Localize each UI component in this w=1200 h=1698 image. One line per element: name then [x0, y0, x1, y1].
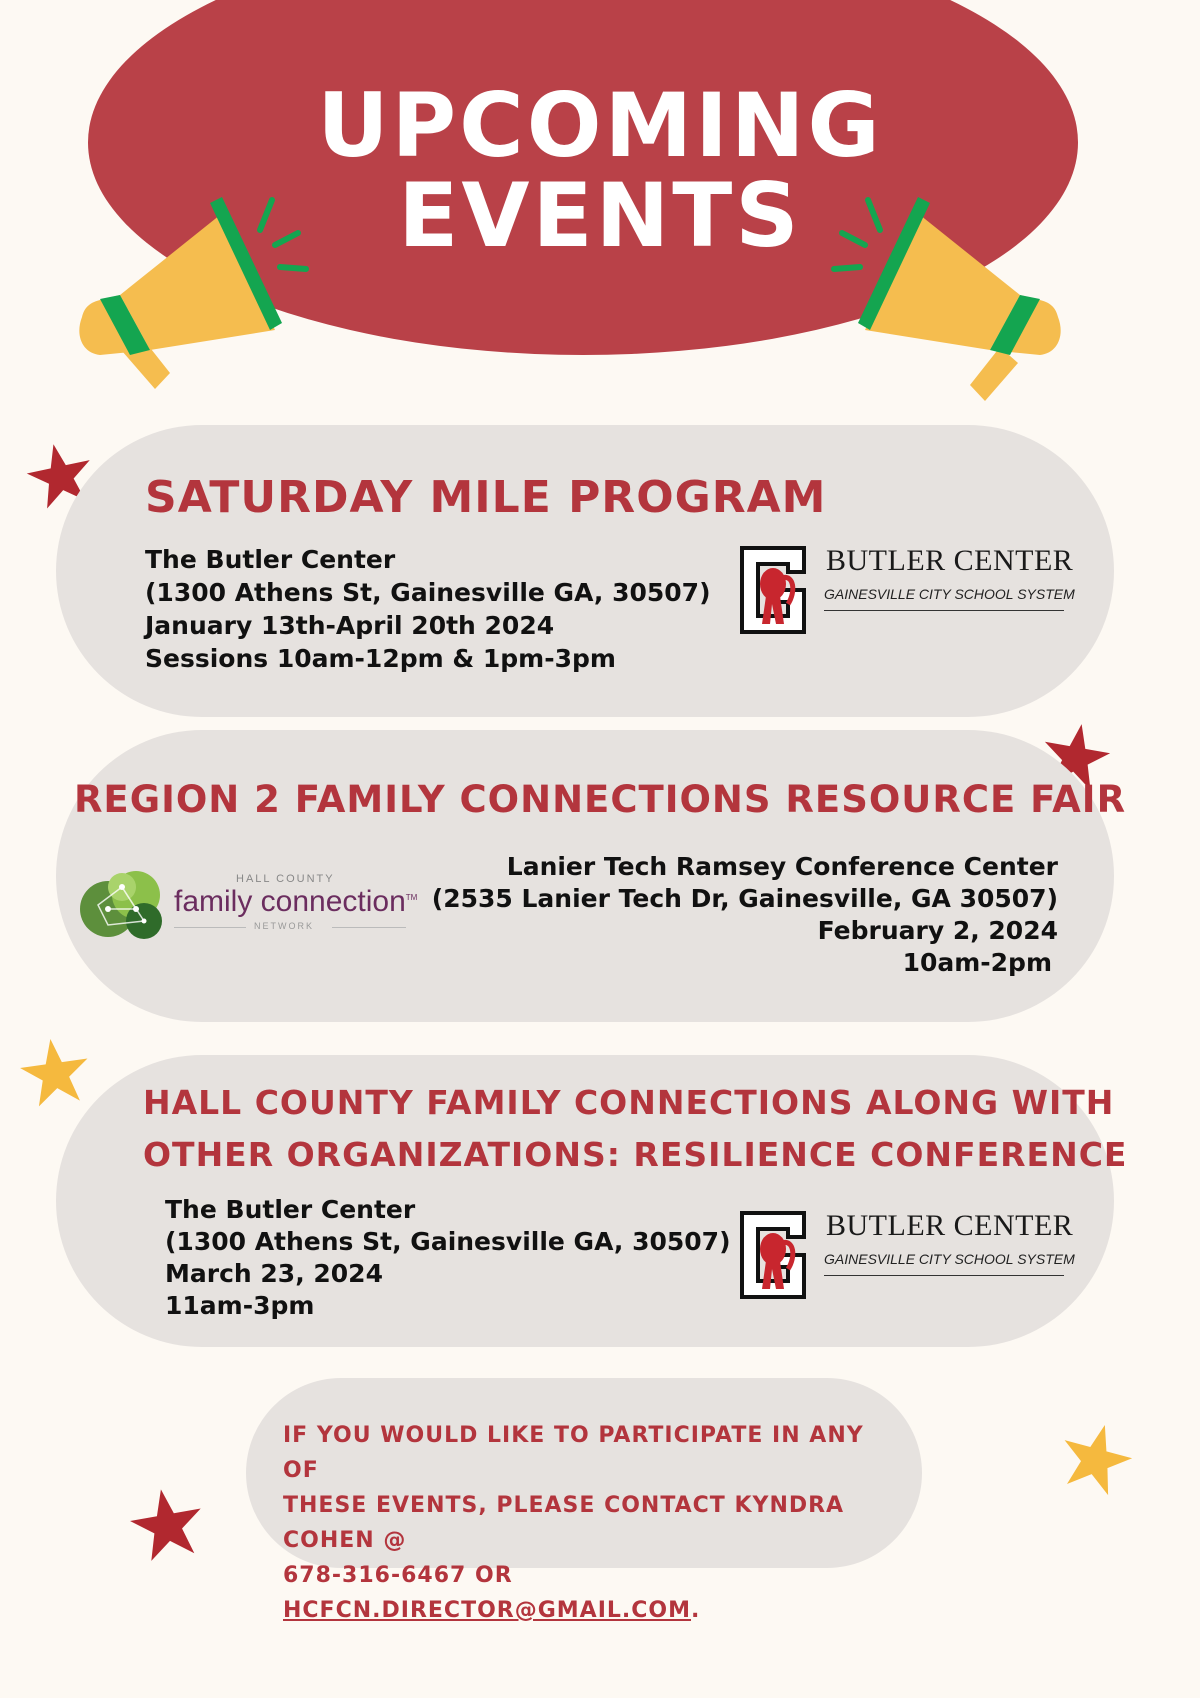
event-date: January 13th-April 20th 2024	[145, 611, 555, 640]
family-connection-globe-icon	[78, 865, 174, 945]
trademark: TM	[405, 893, 418, 902]
event-title-line-2: OTHER ORGANIZATIONS: RESILIENCE CONFERENCE	[143, 1135, 1128, 1174]
elephant-badge-icon	[738, 1209, 808, 1301]
butler-center-name: BUTLER CENTER	[826, 1209, 1074, 1242]
page-title-line-2: EVENTS	[398, 164, 802, 267]
contact-email-link[interactable]: HCFCN.DIRECTOR@GMAIL.COM	[283, 1598, 691, 1623]
page-title-line-1: UPCOMING	[317, 74, 883, 177]
event-time: Sessions 10am-12pm & 1pm-3pm	[145, 644, 616, 673]
butler-center-subtitle: GAINESVILLE CITY SCHOOL SYSTEM	[824, 586, 1075, 602]
butler-center-name: BUTLER CENTER	[826, 544, 1074, 577]
event-title: REGION 2 FAMILY CONNECTIONS RESOURCE FAIR	[73, 778, 1127, 821]
event-title-line-1: HALL COUNTY FAMILY CONNECTIONS ALONG WITH	[143, 1083, 1115, 1122]
event-venue: The Butler Center	[165, 1195, 416, 1224]
megaphone-icon	[70, 195, 310, 435]
divider	[824, 1275, 1064, 1276]
butler-center-logo	[738, 540, 1108, 640]
butler-center-logo	[738, 1205, 1108, 1305]
star-icon	[1058, 1420, 1134, 1496]
event-venue: The Butler Center	[145, 545, 396, 574]
star-icon	[128, 1485, 206, 1563]
event-address: (1300 Athens St, Gainesville GA, 30507)	[145, 578, 711, 607]
event-date: March 23, 2024	[165, 1259, 383, 1288]
event-address: (2535 Lanier Tech Dr, Gainesville, GA 30507)	[431, 884, 1058, 913]
event-time: 10am-2pm	[902, 948, 1052, 977]
family-connection-top-text: HALL COUNTY	[236, 873, 335, 885]
event-address: (1300 Athens St, Gainesville GA, 30507)	[165, 1227, 731, 1256]
contact-text	[283, 1418, 903, 1628]
divider	[174, 927, 246, 928]
divider	[332, 927, 406, 928]
event-time: 11am-3pm	[165, 1291, 315, 1320]
divider	[824, 610, 1064, 611]
family-connection-name: family connection™	[174, 885, 418, 918]
contact-line-1: IF YOU WOULD LIKE TO PARTICIPATE IN ANY OF	[283, 1423, 864, 1483]
family-connection-bottom-text: NETWORK	[254, 921, 314, 931]
contact-line-2: THESE EVENTS, PLEASE CONTACT KYNDRA COHEN @	[283, 1493, 845, 1553]
event-title: SATURDAY MILE PROGRAM	[145, 472, 827, 523]
family-connection-logo	[78, 865, 418, 945]
star-icon	[18, 1035, 92, 1109]
event-venue: Lanier Tech Ramsey Conference Center	[506, 852, 1058, 881]
elephant-badge-icon	[738, 544, 808, 636]
contact-line-3: 678-316-6467 OR HCFCN.DIRECTOR@GMAIL.COM.	[283, 1563, 701, 1623]
event-date: February 2, 2024	[817, 916, 1058, 945]
butler-center-subtitle: GAINESVILLE CITY SCHOOL SYSTEM	[824, 1251, 1075, 1267]
megaphone-icon	[830, 195, 1070, 435]
